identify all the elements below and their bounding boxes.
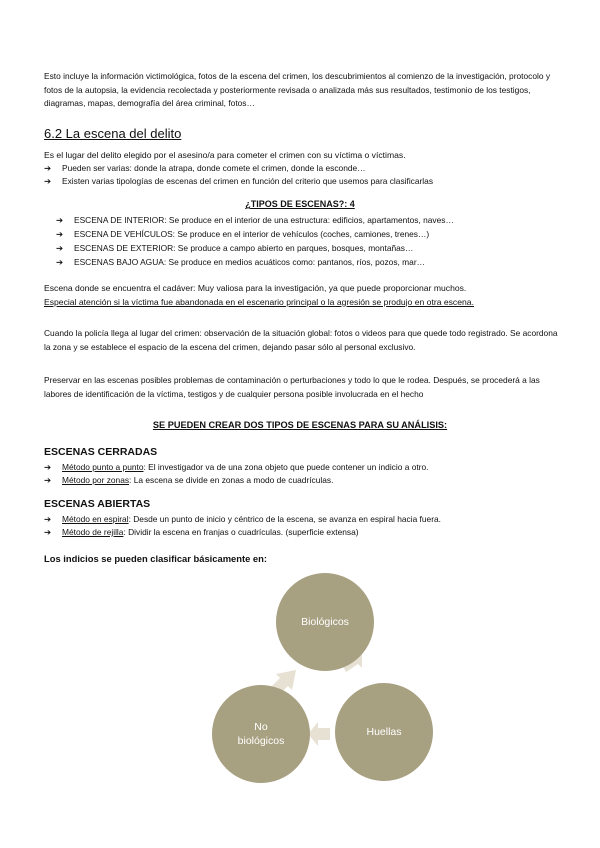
arrow-huellas-to-nobiologicos: [308, 722, 330, 746]
method-text: : Dividir la escena en franjas o cuadrículas. (superficie extensa): [123, 527, 359, 537]
preservar-paragraph: Preservar en las escenas posibles problemas de contaminación o perturbaciones y todo lo que le rodea. Después, se procederá a las labores de identificación de la víctima, testigos y de cualquier persona posible involucrada en el hecho: [44, 375, 540, 399]
arrow-right-icon: ➔: [44, 163, 52, 173]
method-term: Método en espiral: [62, 514, 129, 524]
tipo-text: ESCENA DE INTERIOR: Se produce en el interior de una estructura: edificios, apartamentos, naves…: [74, 215, 454, 225]
tipo-text: ESCENAS DE EXTERIOR: Se produce a campo abierto en parques, bosques, montañas…: [74, 243, 414, 253]
indicios-title: Los indicios se pueden clasificar básicamente en:: [44, 553, 267, 564]
method-term: Método punto a punto: [62, 462, 144, 472]
arrow-right-icon: ➔: [56, 257, 64, 267]
method-term: Método por zonas: [62, 475, 130, 485]
arrow-right-icon: ➔: [56, 243, 64, 253]
policia-paragraph: Cuando la policía llega al lugar del crimen: observación de la situación global: fotos o videos para que quede todo registrado. Se acordona la zona y se establece el espacio de la escena del crimen, dejando pasar sólo al personal exclusivo.: [44, 328, 558, 352]
cadaver-text: Escena donde se encuentra el cadáver: Muy valiosa para la investigación, ya que puede proporcionar muchos.: [44, 283, 467, 293]
node-no-biologicos: [212, 685, 310, 783]
bullet-text: Existen varias tipologías de escenas del crimen en función del criterio que usemos para clasificarlas: [62, 176, 434, 186]
abiertas-title: ESCENAS ABIERTAS: [44, 498, 151, 510]
node-huellas: Huellas: [335, 683, 433, 781]
method-text: : La escena se divide en zonas a modo de cuadrículas.: [129, 475, 334, 485]
tipo-text: ESCENAS BAJO AGUA: Se produce en medios acuáticos como: pantanos, ríos, pozos, mar…: [74, 257, 425, 267]
arrow-right-icon: ➔: [56, 215, 64, 225]
tipo-text: ESCENA DE VEHÍCULOS: Se produce en el interior de vehículos (coches, camiones, trenes…): [74, 229, 430, 239]
arrow-right-icon: ➔: [44, 176, 52, 186]
section-title-text: 6.2 La escena del delito: [44, 126, 182, 141]
definition-text: Es el lugar del delito elegido por el asesino/a para cometer el crimen con su víctima o víctimas.: [44, 150, 406, 160]
cadaver-underlined-text: Especial atención si la víctima fue abandonada en el escenario principal o la agresión se produjo en otra escena.: [44, 296, 474, 307]
arrow-right-icon: ➔: [44, 462, 52, 472]
bullet-text: Pueden ser varias: donde la atrapa, donde comete el crimen, donde la esconde…: [62, 163, 366, 173]
arrow-right-icon: ➔: [44, 475, 52, 485]
arrow-right-icon: ➔: [44, 527, 52, 537]
tipos-title: ¿TIPOS DE ESCENAS?: 4: [245, 199, 355, 209]
arrow-right-icon: ➔: [56, 229, 64, 239]
intro-paragraph: Esto incluye la información victimológica, fotos de la escena del crimen, los descubrimientos al comienzo de la investigación, protocolo y fotos de la autopsia, la evidencia recolectada y posteriormente revisada o analizada más sus resultados, testimonio de los testigos, diagramas, mapas, demografía del área criminal, fotos…: [44, 71, 551, 108]
node-biologicos: Biológicos: [276, 573, 374, 671]
method-term: Método de rejilla: [62, 527, 124, 537]
node-no-biologicos-text: No biológicos: [237, 721, 285, 747]
method-text: : Desde un punto de inicio y céntrico de la escena, se avanza en espiral hacia fuera.: [128, 514, 441, 524]
cerradas-title: ESCENAS CERRADAS: [44, 446, 158, 458]
arrow-right-icon: ➔: [44, 514, 52, 524]
method-text: : El investigador va de una zona objeto que puede contener un indicio a otro.: [143, 462, 429, 472]
dos-tipos-title: SE PUEDEN CREAR DOS TIPOS DE ESCENAS PARA SU ANÁLISIS:: [152, 420, 448, 430]
